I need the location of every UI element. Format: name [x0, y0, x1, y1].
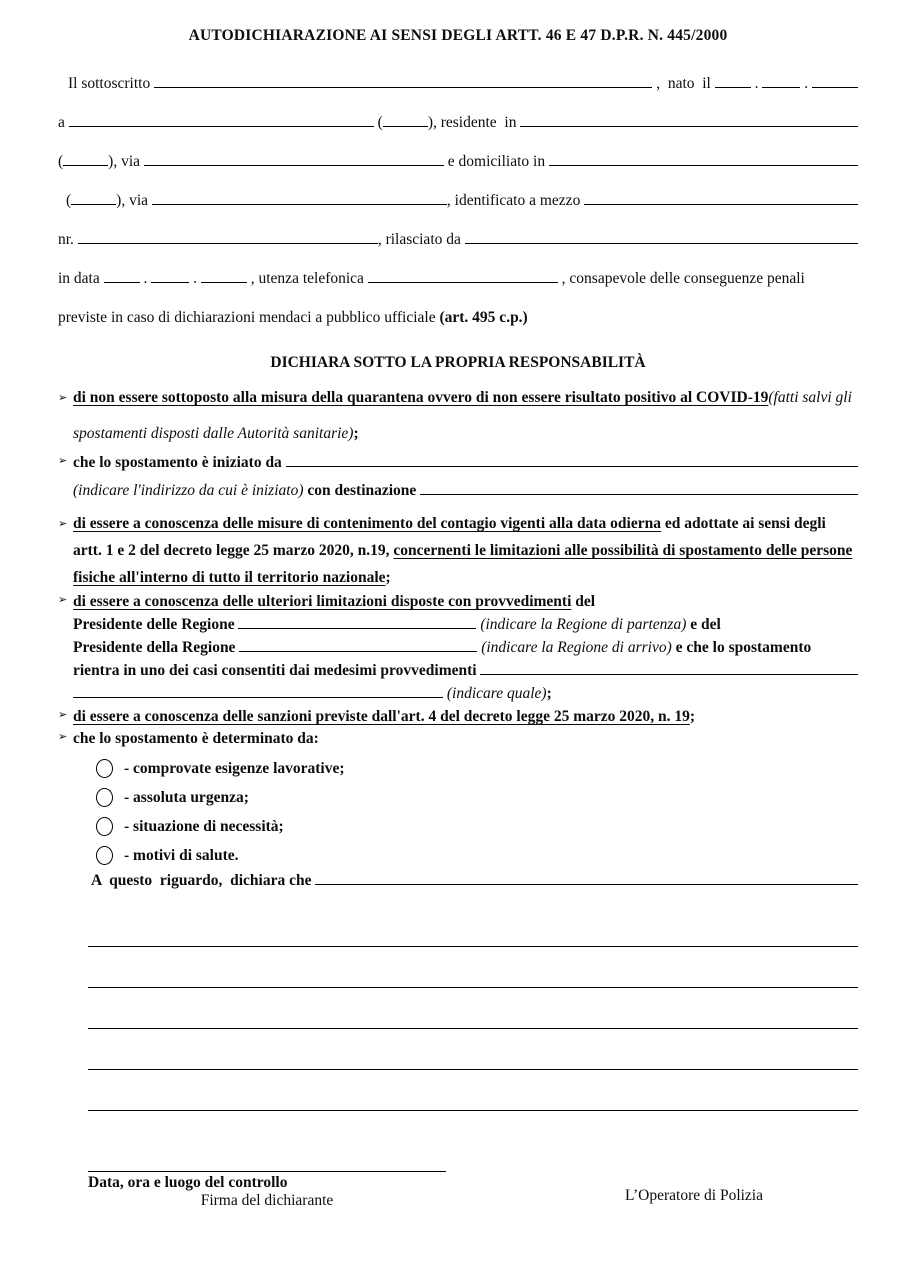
label-previste: previste in caso di dichiarazioni mendaci a pubblico ufficiale: [58, 309, 440, 326]
regional-line-2: [73, 616, 858, 639]
bullet-trip-start-text: [73, 454, 858, 510]
bullet-trip-start: [58, 454, 858, 510]
intro-line-7: [58, 309, 858, 348]
declarant-signature-label: Firma del dichiarante: [200, 1192, 334, 1209]
regional-line-5: [73, 685, 858, 708]
label-indirizzo-note: (indicare l'indirizzo da cui è iniziato): [73, 482, 308, 499]
label-con-destinazione: con destinazione: [307, 482, 421, 499]
region-arrival-field[interactable]: [239, 639, 477, 652]
name-field[interactable]: [154, 75, 652, 88]
label-rilasciato-da: , rilasciato da: [377, 231, 465, 248]
signature-block: [88, 1171, 446, 1210]
regard-line: [91, 872, 858, 906]
trip-destination-field[interactable]: [420, 482, 858, 495]
label-nr: nr.: [58, 231, 78, 248]
reason-options: [96, 754, 858, 870]
label-consapevole: , consapevole delle conseguenze penali: [557, 270, 805, 287]
paren-open: (: [373, 114, 383, 131]
option-urgency: [96, 783, 858, 812]
paren-open: (: [58, 153, 64, 170]
containment-end: ;: [385, 569, 391, 586]
label-residente-in: ), residente in: [427, 114, 521, 131]
quarantine-main-text: di non essere sottoposto alla misura della quarantena ovvero di non essere risultato positivo al COVID-19: [73, 389, 769, 406]
label-identificato: , identificato a mezzo: [446, 192, 585, 209]
domicile-street-field[interactable]: [152, 192, 447, 205]
sanctions-text: di essere a conoscenza delle sanzioni previste dall'art. 4 del decreto legge 25 marzo 2020, n. 19: [73, 708, 690, 725]
regional-line-4: [73, 662, 858, 685]
issue-day-field[interactable]: [104, 270, 140, 283]
regional-line-1: [73, 593, 858, 616]
declaration-lines: [58, 906, 858, 1111]
arrowhead-bullet-icon: ➢: [58, 708, 68, 721]
issue-year-field[interactable]: [201, 270, 247, 283]
label-presidente-arrivo: Presidente della Regione: [73, 639, 240, 656]
label-nato-il: , nato il: [652, 75, 715, 92]
bullet-regional-limits-text: [73, 593, 858, 708]
id-issuer-field[interactable]: [465, 231, 858, 244]
intro-line-6: [58, 270, 858, 309]
option-health-label: - motivi di salute.: [124, 846, 239, 864]
arrowhead-bullet-icon: ➢: [58, 454, 68, 467]
label-in-data: in data: [58, 270, 104, 287]
bullet-trip-reason: [58, 730, 858, 906]
arrowhead-bullet-icon: ➢: [58, 593, 68, 606]
option-urgency-label: - assoluta urgenza;: [124, 788, 249, 806]
birth-month-field[interactable]: [762, 75, 800, 88]
label-spostamento-iniziato: che lo spostamento è iniziato da: [73, 454, 286, 471]
label-rientra-casi: rientra in uno dei casi consentiti dai medesimi provvedimenti: [73, 662, 481, 679]
containment-u2-text: concernenti le limitazioni alle possibilità di spostamento delle persone fisiche all'interno di tutto il territorio nazionale: [73, 542, 853, 586]
label-domiciliato-in: e domiciliato in: [443, 153, 549, 170]
bullet-quarantine-text: [73, 380, 858, 452]
radio-urgency-option[interactable]: [96, 788, 113, 807]
birth-day-field[interactable]: [715, 75, 751, 88]
quarantine-end: ;: [353, 425, 359, 442]
containment-mid-text: ed adottate ai sensi degli artt. 1 e 2 del decreto legge 25 marzo 2020, n.19,: [73, 515, 826, 559]
allowed-case-field[interactable]: [480, 662, 858, 675]
declaration-line-1[interactable]: [88, 906, 858, 947]
bullet-containment-text: [73, 510, 858, 591]
date-separator: .: [139, 270, 152, 287]
label-via: ), via: [108, 153, 144, 170]
intro-line-2: [58, 114, 858, 153]
label-via: ), via: [116, 192, 152, 209]
id-type-field[interactable]: [584, 192, 858, 205]
bullet-trip-reason-text: [73, 730, 858, 906]
control-label: Data, ora e luogo del controllo: [88, 1174, 288, 1191]
label-utenza: , utenza telefonica: [246, 270, 368, 287]
bullet-regional-limits: [58, 593, 858, 708]
birth-year-field[interactable]: [812, 75, 858, 88]
bullet-sanctions: [58, 708, 858, 730]
label-art-495: (art. 495 c.p.): [439, 309, 528, 326]
label-del: del: [571, 593, 596, 610]
police-operator-label: L’Operatore di Polizia: [624, 1187, 763, 1204]
label-sottoscritto: Il sottoscritto: [68, 75, 155, 92]
intro-line-3: [58, 153, 858, 192]
phone-field[interactable]: [368, 270, 558, 283]
date-separator: .: [750, 75, 763, 92]
label-presidente-partenza: Presidente delle Regione: [73, 616, 239, 633]
label-e-del: e del: [686, 616, 721, 633]
paren-open: (: [66, 192, 72, 209]
option-necessity-label: - situazione di necessità;: [124, 817, 284, 835]
date-separator: .: [189, 270, 201, 287]
intro-section: [58, 75, 858, 348]
label-determinato-da: che lo spostamento è determinato da:: [73, 730, 319, 747]
arrowhead-bullet-icon: ➢: [58, 517, 68, 530]
date-separator: .: [800, 75, 812, 92]
label-a-questo-riguardo: A questo riguardo, dichiara che: [91, 872, 316, 889]
trip-origin-field[interactable]: [286, 454, 858, 467]
declaration-field[interactable]: [315, 872, 858, 885]
footer-section: [58, 1171, 858, 1210]
option-work: [96, 754, 858, 783]
residence-city-field[interactable]: [520, 114, 858, 127]
declaration-list: [58, 380, 858, 906]
intro-line-5: [58, 231, 858, 270]
label-regione-partenza-note: (indicare la Regione di partenza): [476, 616, 687, 633]
residence-street-field[interactable]: [144, 153, 444, 166]
residence-province-field[interactable]: [63, 153, 108, 166]
radio-work-option[interactable]: [96, 759, 113, 778]
containment-u1-text: di essere a conoscenza delle misure di contenimento del contagio vigenti alla data odierna: [73, 515, 661, 532]
domicile-city-field[interactable]: [549, 153, 858, 166]
bullet-quarantine: [58, 380, 858, 452]
option-health: [96, 841, 858, 870]
arrowhead-bullet-icon: ➢: [58, 730, 68, 743]
domicile-province-field[interactable]: [71, 192, 116, 205]
label-e-che-spostamento: e che lo spostamento: [671, 639, 812, 656]
intro-line-1: [58, 75, 858, 114]
label-regione-arrivo-note: (indicare la Regione di arrivo): [477, 639, 672, 656]
radio-health-option[interactable]: [96, 846, 113, 865]
bullet-containment-measures: [58, 510, 858, 591]
trip-start-line-2: [73, 482, 858, 510]
declaration-line-2[interactable]: [88, 947, 858, 988]
bullet-sanctions-text: [73, 708, 858, 730]
label-a: a: [58, 114, 69, 131]
declaration-line-3[interactable]: [88, 988, 858, 1029]
regional-u1-text: di essere a conoscenza delle ulteriori limitazioni disposte con provvedimenti: [73, 593, 572, 610]
regional-line-3: [73, 639, 858, 662]
document-title: AUTODICHIARAZIONE AI SENSI DEGLI ARTT. 46 E 47 D.P.R. N. 445/2000: [188, 27, 728, 44]
arrowhead-bullet-icon: ➢: [58, 391, 68, 404]
issue-month-field[interactable]: [151, 270, 189, 283]
quarantine-note-text: (fatti salvi gli spostamenti disposti dalle Autorità sanitarie): [73, 389, 852, 442]
birthplace-province-field[interactable]: [383, 114, 428, 127]
sanctions-end: ;: [689, 708, 696, 725]
declaration-line-5[interactable]: [88, 1070, 858, 1111]
region-departure-field[interactable]: [238, 616, 476, 629]
label-indicare-quale: (indicare quale): [443, 685, 547, 702]
regional-end: ;: [546, 685, 552, 702]
intro-line-4: [58, 192, 858, 231]
declaration-heading: DICHIARA SOTTO LA PROPRIA RESPONSABILITÀ: [270, 354, 646, 371]
radio-necessity-option[interactable]: [96, 817, 113, 836]
birthplace-field[interactable]: [69, 114, 374, 127]
allowed-case-field-2[interactable]: [73, 685, 443, 698]
declaration-line-4[interactable]: [88, 1029, 858, 1070]
option-work-label: - comprovate esigenze lavorative;: [124, 759, 345, 777]
trip-start-line-1: [73, 454, 858, 482]
option-necessity: [96, 812, 858, 841]
id-number-field[interactable]: [78, 231, 378, 244]
